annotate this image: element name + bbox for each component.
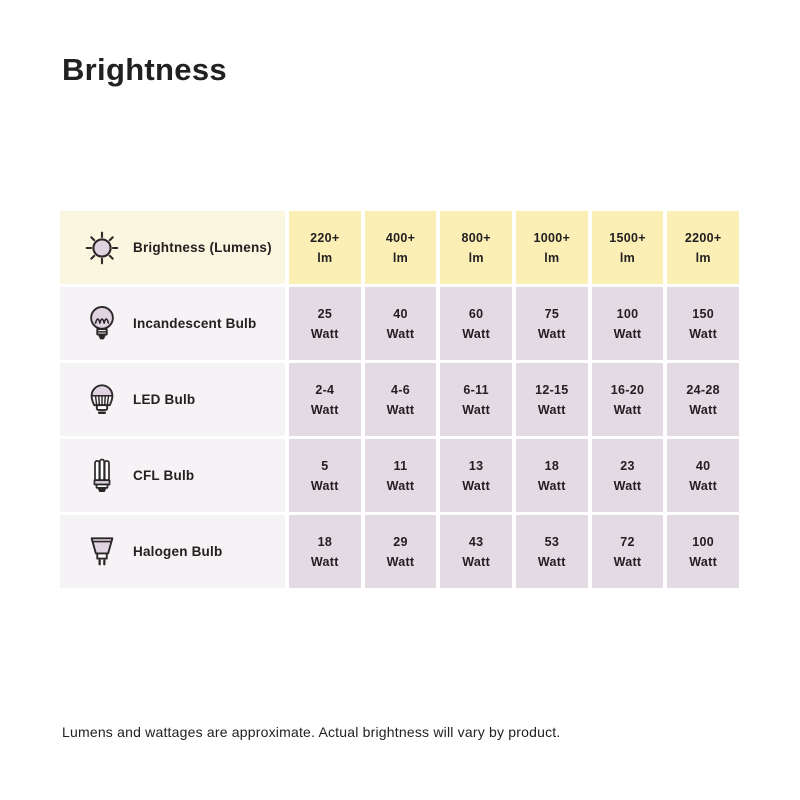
wattage-value: 100 [692,534,715,549]
lumens-unit: lm [695,250,711,265]
wattage-value: 150 [692,306,715,321]
sun-icon [80,227,124,269]
wattage-value: 18 [544,458,560,473]
page-title: Brightness [62,52,227,87]
wattage-value: 5 [321,458,329,473]
wattage-unit: Watt [386,478,415,493]
wattage-cell [289,515,361,588]
wattage-cell [365,287,437,360]
wattage-cell [667,439,739,512]
wattage-cell [592,439,664,512]
wattage-value: 60 [468,306,484,321]
row-label: Halogen Bulb [133,543,223,559]
wattage-unit: Watt [310,478,339,493]
wattage-unit: Watt [462,402,491,417]
incandescent-bulb-icon [80,303,124,345]
wattage-value: 12-15 [535,382,569,397]
wattage-value: 40 [695,458,711,473]
wattage-cell [592,515,664,588]
wattage-unit: Watt [689,478,718,493]
wattage-value: 4-6 [391,382,410,397]
wattage-cell [365,515,437,588]
wattage-unit: Watt [537,478,566,493]
wattage-cell [440,287,512,360]
lumens-value: 1000+ [533,230,571,245]
row-label-incandescent [60,287,285,360]
wattage-unit: Watt [462,478,491,493]
wattage-unit: Watt [386,554,415,569]
wattage-unit: Watt [386,402,415,417]
wattage-unit: Watt [462,554,491,569]
wattage-cell [516,439,588,512]
wattage-unit: Watt [613,554,642,569]
wattage-unit: Watt [689,326,718,341]
wattage-unit: Watt [613,326,642,341]
wattage-cell [667,515,739,588]
wattage-cell [592,287,664,360]
wattage-cell [516,287,588,360]
lumens-column-header [440,211,512,284]
lumens-value: 400+ [385,230,416,245]
wattage-unit: Watt [613,402,642,417]
disclaimer-text: Lumens and wattages are approximate. Actual brightness will vary by product. [62,724,561,740]
wattage-unit: Watt [462,326,491,341]
wattage-unit: Watt [310,326,339,341]
wattage-value: 100 [616,306,639,321]
lumens-value: 2200+ [684,230,722,245]
wattage-value: 75 [544,306,560,321]
lumens-column-header [516,211,588,284]
lumens-unit: lm [392,250,409,265]
wattage-cell [365,363,437,436]
wattage-value: 18 [317,534,333,549]
row-label: LED Bulb [133,391,196,407]
lumens-unit: lm [317,250,333,265]
wattage-unit: Watt [613,478,642,493]
row-label-led [60,363,285,436]
wattage-cell [516,363,588,436]
wattage-unit: Watt [310,554,339,569]
wattage-value: 40 [393,306,408,321]
halogen-bulb-icon [80,531,124,573]
wattage-cell [516,515,588,588]
row-label-cfl [60,439,285,512]
wattage-cell [592,363,664,436]
row-label: Incandescent Bulb [133,315,257,331]
lumens-header-label-cell [60,211,285,284]
wattage-cell [440,515,512,588]
wattage-unit: Watt [689,402,718,417]
lumens-header-label: Brightness (Lumens) [133,239,272,255]
lumens-column-header [289,211,361,284]
lumens-value: 220+ [310,230,340,245]
wattage-cell [289,439,361,512]
lumens-value: 1500+ [609,230,646,245]
wattage-value: 6-11 [463,382,489,397]
wattage-value: 13 [468,458,484,473]
wattage-value: 43 [468,534,484,549]
wattage-unit: Watt [537,554,566,569]
wattage-unit: Watt [537,402,566,417]
cfl-bulb-icon [80,455,124,497]
wattage-cell [365,439,437,512]
wattage-value: 72 [620,534,635,549]
row-label-halogen [60,515,285,588]
wattage-unit: Watt [310,402,339,417]
row-label: CFL Bulb [133,467,195,483]
led-bulb-icon [80,379,124,421]
wattage-value: 16-20 [610,382,645,397]
wattage-value: 2-4 [315,382,335,397]
lumens-unit: lm [468,250,484,265]
wattage-cell [289,363,361,436]
lumens-unit: lm [619,250,636,265]
lumens-column-header [592,211,664,284]
lumens-value: 800+ [461,230,491,245]
wattage-cell [667,363,739,436]
wattage-value: 29 [393,534,408,549]
wattage-unit: Watt [689,554,718,569]
wattage-cell [289,287,361,360]
wattage-cell [440,363,512,436]
wattage-value: 23 [620,458,635,473]
lumens-column-header [365,211,437,284]
lumens-unit: lm [544,250,560,265]
wattage-value: 25 [317,306,333,321]
wattage-unit: Watt [537,326,566,341]
wattage-value: 11 [393,458,408,473]
brightness-table [60,211,739,588]
wattage-cell [440,439,512,512]
wattage-cell [667,287,739,360]
lumens-column-header [667,211,739,284]
wattage-unit: Watt [386,326,415,341]
wattage-value: 53 [544,534,560,549]
wattage-value: 24-28 [686,382,720,397]
